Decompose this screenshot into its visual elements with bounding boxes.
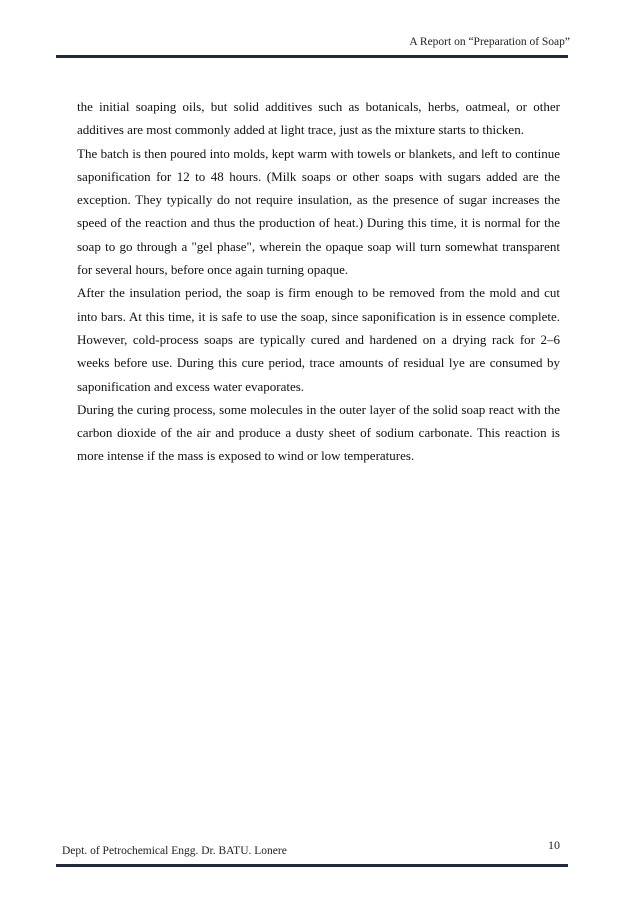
paragraph: After the insulation period, the soap is firm enough to be removed from the mold and cut into bars. At this time, it is safe to use the soap, since saponification is in essence complete. However, cold-process soaps are typically cured and hardened on a drying rack for 2–6 weeks before use. During this cure period, trace amounts of residual lye are consumed by saponification and excess water evaporates.: [77, 285, 560, 394]
paragraph: The batch is then poured into molds, kept warm with towels or blankets, and left to continue saponification for 12 to 48 hours. (Milk soaps or other soaps with sugars added are the exception. They typically do not require insulation, as the presence of sugar increases the speed of the reaction and thus the production of heat.) During this time, it is normal for the soap to go through a "gel phase", wherein the opaque soap will turn somewhat transparent for several hours, before once again turning opaque.: [77, 145, 560, 278]
running-header: A Report on “Preparation of Soap”: [409, 36, 570, 48]
page-body: [77, 95, 560, 468]
footer-department: Dept. of Petrochemical Engg. Dr. BATU. Lonere: [62, 845, 287, 857]
paragraph: the initial soaping oils, but solid additives such as botanicals, herbs, oatmeal, or other additives are most commonly added at light trace, just as the mixture starts to thicken.: [77, 99, 560, 138]
footer-rule: [56, 864, 568, 867]
paragraph: During the curing process, some molecules in the outer layer of the solid soap react with the carbon dioxide of the air and produce a dusty sheet of sodium carbonate. This reaction is more intense if the mass is exposed to wind or low temperatures.: [77, 401, 560, 464]
page-number: 10: [548, 838, 560, 852]
header-rule: [56, 55, 568, 58]
